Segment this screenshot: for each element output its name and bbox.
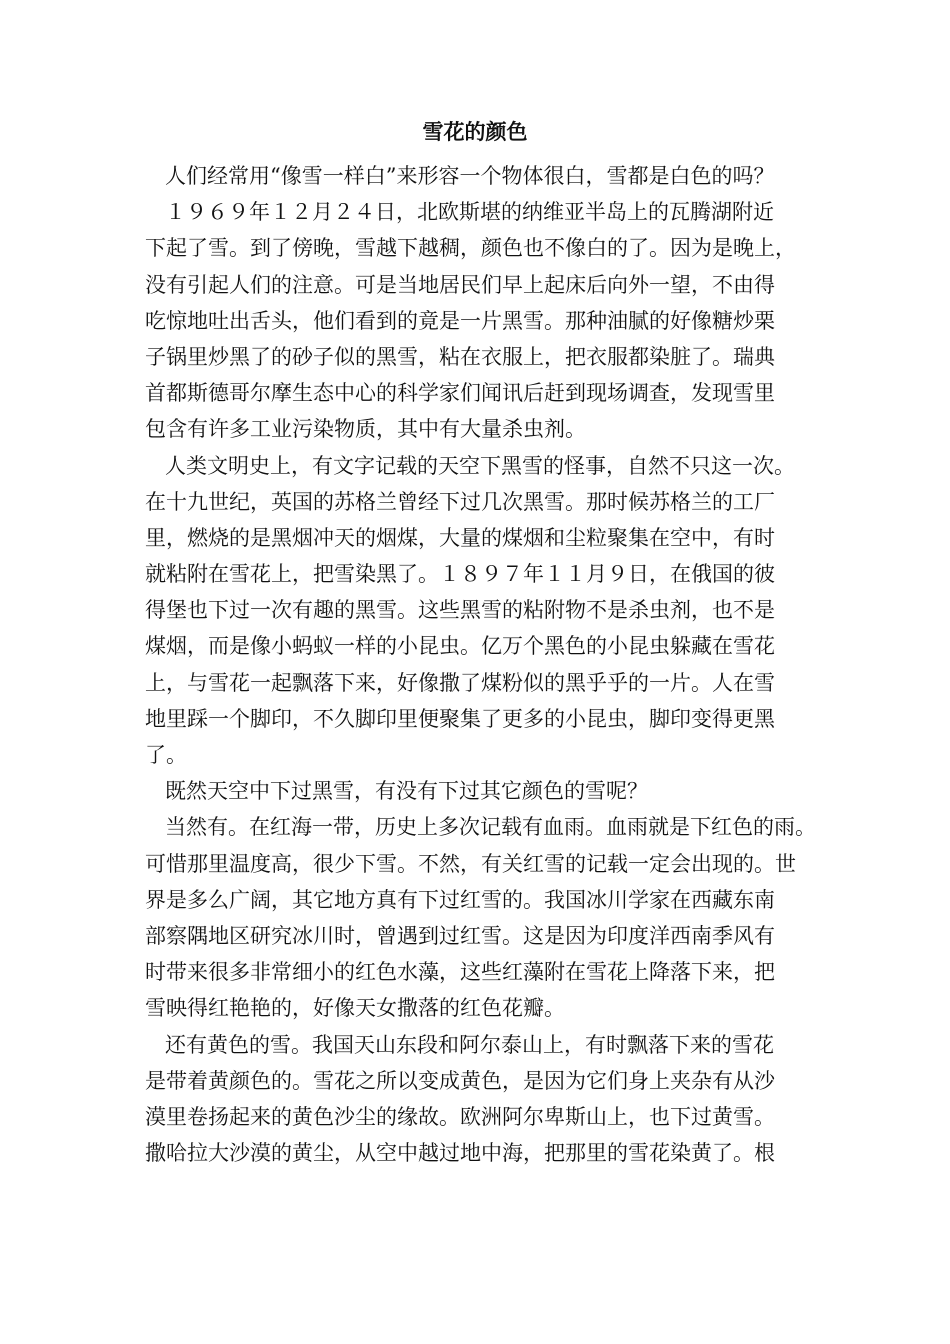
text-line: 当然有。在红海一带，历史上多次记载有血雨。血雨就是下红色的雨。 — [165, 815, 816, 840]
text-line: 界是多么广阔，其它地方真有下过红雪的。我国冰川学家在西藏东南 — [145, 887, 775, 912]
text-line: 首都斯德哥尔摩生态中心的科学家们闻讯后赶到现场调查，发现雪里 — [145, 381, 775, 406]
text-line: 雪映得红艳艳的，好像天女撒落的红色花瓣。 — [145, 996, 565, 1021]
text-line: １９６９年１２月２４日，北欧斯堪的纳维亚半岛上的瓦腾湖附近 — [165, 200, 774, 225]
text-line: 人们经常用“像雪一样白”来形容一个物体很白，雪都是白色的吗？ — [165, 164, 775, 188]
text-line: 子锅里炒黑了的砂子似的黑雪，粘在衣服上，把衣服都染脏了。瑞典 — [145, 344, 775, 369]
text-line: 得堡也下过一次有趣的黑雪。这些黑雪的粘附物不是杀虫剂，也不是 — [145, 598, 775, 623]
text-line: 上，与雪花一起飘落下来，好像撒了煤粉似的黑乎乎的一片。人在雪 — [145, 670, 775, 695]
text-line: 漠里卷扬起来的黄色沙尘的缘故。欧洲阿尔卑斯山上，也下过黄雪。 — [145, 1104, 775, 1129]
text-line: 没有引起人们的注意。可是当地居民们早上起床后向外一望，不由得 — [145, 272, 775, 297]
text-line: 包含有许多工业污染物质，其中有大量杀虫剂。 — [145, 417, 586, 442]
text-line: 了。 — [145, 743, 187, 767]
text-line: 地里踩一个脚印，不久脚印里便聚集了更多的小昆虫，脚印变得更黑 — [145, 706, 775, 731]
text-line: 还有黄色的雪。我国天山东段和阿尔泰山上，有时飘落下来的雪花 — [165, 1032, 774, 1057]
text-line: 在十九世纪，英国的苏格兰曾经下过几次黑雪。那时候苏格兰的工厂 — [145, 489, 775, 514]
text-line: 部察隅地区研究冰川时，曾遇到过红雪。这是因为印度洋西南季风有 — [145, 923, 775, 948]
document-body — [145, 158, 845, 1171]
text-line: 撒哈拉大沙漠的黄尘，从空中越过地中海，把那里的雪花染黄了。根 — [145, 1141, 775, 1166]
text-line: 是带着黄颜色的。雪花之所以变成黄色，是因为它们身上夹杂有从沙 — [145, 1068, 775, 1093]
text-line: 吃惊地吐出舌头，他们看到的竟是一片黑雪。那种油腻的好像糖炒栗 — [145, 308, 775, 333]
text-line: 就粘附在雪花上，把雪染黑了。１８９７年１１月９日，在俄国的彼 — [145, 562, 775, 587]
text-line: 可惜那里温度高，很少下雪。不然，有关红雪的记载一定会出现的。世 — [145, 851, 796, 876]
document-title: 雪花的颜色 — [422, 120, 528, 144]
text-line: 既然天空中下过黑雪，有没有下过其它颜色的雪呢？ — [165, 779, 648, 804]
text-line: 煤烟，而是像小蚂蚁一样的小昆虫。亿万个黑色的小昆虫躲藏在雪花 — [145, 634, 775, 659]
text-line: 时带来很多非常细小的红色水藻，这些红藻附在雪花上降落下来，把 — [145, 960, 775, 985]
text-line: 里，燃烧的是黑烟冲天的烟煤，大量的煤烟和尘粒聚集在空中，有时 — [145, 525, 775, 550]
text-line: 人类文明史上，有文字记载的天空下黑雪的怪事，自然不只这一次。 — [165, 453, 795, 478]
text-line: 下起了雪。到了傍晚，雪越下越稠，颜色也不像白的了。因为是晚上， — [145, 236, 796, 261]
